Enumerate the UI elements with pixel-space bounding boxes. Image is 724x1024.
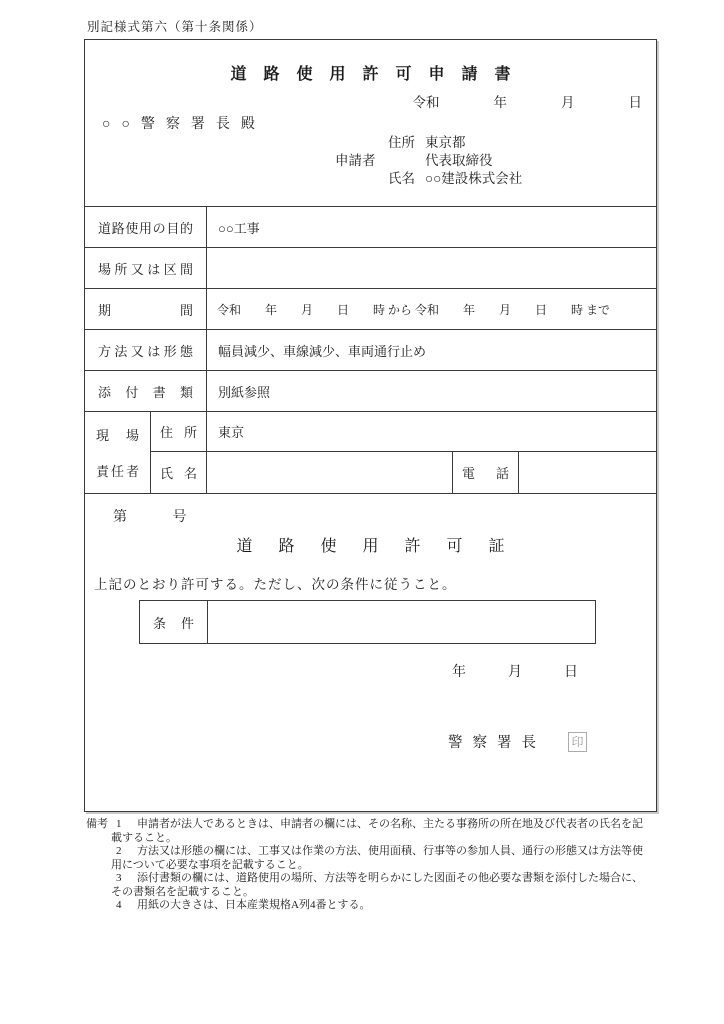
site-label-line2: 責任者 — [96, 463, 139, 479]
table-row-period — [85, 289, 656, 330]
remark-item-3 — [111, 872, 648, 899]
remark-3-text: 添付書類の欄には、道路使用の場所、方法等を明らかにした図面その他必要な書類を添付した場合に、その書類名を記載すること。 — [111, 872, 643, 898]
application-title: 道路使用許可申請書 — [230, 66, 528, 83]
site-manager-rows — [85, 412, 656, 494]
purpose-label: 道路使用の目的 — [98, 220, 193, 236]
method-label-cell — [85, 330, 207, 370]
condition-label: 条件 — [153, 615, 194, 631]
place-label: 場所又は区間 — [98, 261, 193, 277]
site-phone-label: 電話 — [462, 466, 509, 481]
period-value-cell: 令和 年 月 日 時 から 令和 年 月 日 時 まで — [217, 302, 611, 317]
remark-1-number: 1 — [116, 818, 122, 830]
applicant-address-label: 住所 — [388, 135, 415, 150]
attachments-label: 添付書類 — [98, 384, 193, 400]
remark-item-1 — [111, 818, 648, 845]
table-row-purpose — [85, 207, 656, 248]
permit-number-suffix: 号 — [172, 510, 187, 525]
table-row-place — [85, 248, 656, 289]
permit-statement: 上記のとおり許可する。ただし、次の条件に従うこと。 — [94, 577, 457, 592]
remarks-section — [86, 818, 648, 913]
police-chief-label: 警察署長 — [448, 735, 546, 751]
applicant-address-row — [335, 134, 522, 152]
remark-2-text: 方法又は形態の欄には、工事又は作業の方法、使用面積、行事等の参加人員、通行の形態又は方法等使用について必要な事項を記載すること。 — [111, 845, 643, 871]
site-manager-group-label-cell — [85, 412, 151, 493]
application-date-line: 令和 年 月 日 — [412, 95, 642, 110]
remarks-items — [111, 818, 648, 913]
attachments-value-cell: 別紙参照 — [218, 384, 271, 400]
applicant-title-label-spacer — [388, 152, 425, 170]
table-row-attachments — [85, 371, 656, 412]
permit-date-line: 年 月 日 — [452, 665, 578, 680]
remark-4-text: 用紙の大きさは、日本産業規格A列4番とする。 — [137, 899, 371, 911]
condition-value-cell — [208, 601, 595, 643]
site-label-line1: 現場 — [96, 428, 139, 444]
site-phone-value-cell — [519, 452, 656, 493]
applicant-name-value: ○○建設株式会社 — [425, 171, 523, 186]
document-frame — [84, 39, 657, 812]
condition-box — [139, 600, 596, 644]
purpose-value-cell: ○○工事 — [218, 220, 260, 236]
condition-label-cell — [140, 601, 208, 643]
period-label-cell — [85, 289, 207, 329]
seal-mark-icon: 印 — [568, 732, 587, 752]
site-name-label: 氏名 — [160, 466, 197, 481]
site-phone-label-cell — [453, 452, 519, 493]
applicant-block — [335, 134, 522, 188]
applicant-title-row — [335, 152, 522, 170]
permit-number-line — [113, 506, 187, 526]
remark-2-number: 2 — [116, 845, 122, 857]
remark-3-number: 3 — [116, 872, 122, 884]
applicant-title-value: 代表取締役 — [425, 153, 493, 168]
site-name-value-cell — [207, 452, 453, 493]
permit-title: 道路使用許可証 — [236, 538, 531, 555]
applicant-address-value: 東京都 — [425, 135, 466, 150]
purpose-label-cell — [85, 207, 207, 247]
applicant-name-row — [335, 170, 522, 188]
method-value-cell: 幅員減少、車線減少、車両通行止め — [218, 343, 427, 359]
remark-item-4 — [111, 899, 648, 913]
attachments-label-cell — [85, 371, 207, 411]
police-chief-signature-line — [448, 731, 587, 752]
applicant-name-spacer — [335, 170, 388, 188]
place-value-cell — [207, 248, 656, 288]
method-label: 方法又は形態 — [98, 343, 193, 359]
applicant-prefix-spacer — [335, 134, 388, 152]
remarks-label: 備考 — [86, 818, 108, 830]
table-row-method — [85, 330, 656, 371]
applicant-name-label: 氏名 — [388, 171, 415, 186]
addressee-police-chief: ○○警察署長殿 — [102, 117, 266, 132]
application-table — [85, 206, 656, 494]
place-label-cell — [85, 248, 207, 288]
site-address-value-cell: 東京 — [207, 412, 656, 452]
form-number-label: 別記様式第六（第十条関係） — [87, 20, 263, 34]
site-address-label: 住所 — [160, 425, 197, 440]
remark-1-text: 申請者が法人であるときは、申請者の欄には、その名称、主たる事務所の所在地及び代表者の氏名を記載すること。 — [111, 818, 643, 844]
period-label: 期間 — [98, 302, 193, 318]
remark-4-number: 4 — [116, 899, 122, 911]
site-name-label-cell — [151, 452, 207, 493]
site-name-phone-row — [151, 452, 656, 493]
site-address-label-cell — [151, 412, 207, 452]
applicant-prefix: 申請者 — [335, 153, 376, 168]
remark-item-2 — [111, 845, 648, 872]
permit-number-prefix: 第 — [113, 510, 127, 525]
